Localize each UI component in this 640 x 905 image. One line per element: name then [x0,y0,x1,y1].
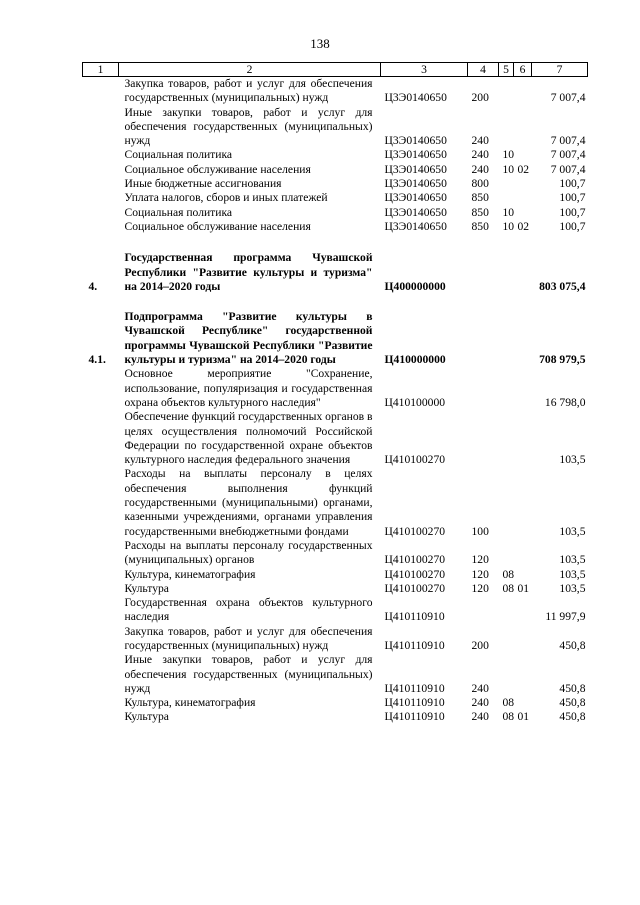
row-number [83,582,119,596]
row-subsection [514,367,532,410]
page-number: 138 [310,36,330,51]
row-subsection: 02 [517,162,530,176]
row-expense-type [468,410,499,467]
row-name: Культура, кинематография [124,567,256,581]
row-number [83,467,119,538]
row-spacer [83,234,588,251]
row-number [83,106,119,149]
row-sum: 450,8 [559,681,586,695]
header-cell: 2 [119,63,381,77]
row-number [83,177,119,191]
row-number [83,206,119,220]
program-row [83,251,588,294]
row-section [499,251,514,294]
row-expense-type: 120 [471,567,489,581]
row-code: Ц410000000 [384,353,446,367]
row-expense-type: 850 [471,191,489,205]
row-expense-type [468,251,499,294]
row-number [83,653,119,696]
header-cell: 3 [381,63,468,77]
row-sum: 7 007,4 [550,91,586,105]
row-subsection [514,191,532,205]
row-name: Социальная политика [124,148,233,162]
table-row [83,191,588,205]
row-section [499,653,514,696]
row-sum: 103,5 [559,453,586,467]
table-row [83,539,588,568]
row-expense-type: 800 [471,177,489,191]
budget-table [82,62,588,725]
header-cell: 4 [468,63,499,77]
row-subsection [514,310,532,367]
row-code: Ц410100270 [384,553,446,567]
header-cell: 7 [532,63,588,77]
row-subsection [514,148,532,162]
row-code: Ц410100270 [384,524,446,538]
row-subsection [514,539,532,568]
row-number [83,77,119,106]
row-code: Ц3Э0140650 [384,191,447,205]
row-name: Иные бюджетные ассигнования [124,177,282,191]
row-name: Закупка товаров, работ и услуг для обеспечения государственных (муниципальных) нужд [124,624,373,652]
row-code: Ц3Э0140650 [384,205,447,219]
row-number [83,367,119,410]
row-sum: 100,7 [559,177,586,191]
row-subsection [514,568,532,582]
row-subsection [514,77,532,106]
row-name: Расходы на выплаты персоналу государственных (муниципальных) органов [124,538,373,567]
row-section [499,596,514,625]
row-code: Ц410100000 [384,395,446,409]
row-section [499,106,514,149]
table-row [83,177,588,191]
row-code: Ц410110910 [384,638,445,652]
row-section: 08 [502,696,515,710]
row-code: Ц410100270 [384,567,446,581]
row-code: Ц410100270 [384,453,446,467]
table-row [83,410,588,467]
row-sum: 7 007,4 [550,134,586,148]
row-expense-type: 240 [471,134,489,148]
row-code: Ц3Э0140650 [384,177,447,191]
row-sum: 103,5 [559,581,586,595]
row-subsection: 02 [517,219,530,233]
table-row [83,568,588,582]
table-header-row [83,63,588,77]
table-row [83,206,588,220]
table-row [83,710,588,724]
row-section [499,191,514,205]
row-section: 10 [502,162,515,176]
row-sum: 100,7 [559,219,586,233]
table-row [83,625,588,654]
row-subsection [514,177,532,191]
row-sum: 16 798,0 [544,395,586,409]
row-section [499,410,514,467]
row-name: Социальная политика [124,205,233,219]
row-name: Обеспечение функций государственных органов в целях осуществления полномочий Российской Федерации по государственной охране объектов культурного наследия федерального значения [124,410,373,467]
row-section: 10 [502,219,515,233]
row-sum: 100,7 [559,191,586,205]
row-expense-type: 850 [471,205,489,219]
row-sum: 450,8 [559,696,586,710]
row-section: 10 [502,148,515,162]
row-section [499,177,514,191]
header-cell: 1 [83,63,119,77]
row-code: Ц3Э0140650 [384,219,447,233]
table-row [83,653,588,696]
row-subsection: 01 [517,710,530,724]
row-sum: 803 075,4 [539,279,586,293]
row-name: Социальное обслуживание населения [124,162,311,176]
row-expense-type: 240 [471,681,489,695]
row-sum: 11 997,9 [545,610,586,624]
row-expense-type: 850 [471,219,489,233]
header-cell: 5 [499,63,514,77]
row-section: 10 [502,205,515,219]
row-code: Ц3Э0140650 [384,148,447,162]
table-row [83,467,588,538]
row-number [83,163,119,177]
row-name: Расходы на выплаты персоналу в целях обеспечения выполнения функций государственными (муниципальными) органами, казенными учреждениями, органами управления государственными внебюджетными фондами [124,467,373,538]
row-sum: 100,7 [559,205,586,219]
row-section [499,467,514,538]
row-name: Социальное обслуживание населения [124,219,311,233]
table-row [83,148,588,162]
row-sum: 7 007,4 [550,162,586,176]
row-sum: 7 007,4 [550,148,586,162]
row-subsection [514,653,532,696]
row-name: Подпрограмма "Развитие культуры в Чувашской Республике" государственной программы Чувашской Республики "Развитие культуры и туризма" на 2014–2020 годы [124,310,373,367]
row-code: Ц410110910 [384,696,445,710]
row-expense-type: 200 [471,91,489,105]
row-number: 4.1. [88,353,106,367]
row-code: Ц400000000 [384,279,446,293]
row-section [499,77,514,106]
row-name: Закупка товаров, работ и услуг для обеспечения государственных (муниципальных) нужд [124,77,373,105]
row-sum: 103,5 [559,567,586,581]
row-number [83,148,119,162]
row-name: Иные закупки товаров, работ и услуг для обеспечения государственных (муниципальных) нужд [124,105,373,148]
table-row [83,163,588,177]
row-name: Государственная охрана объектов культурного наследия [124,596,373,624]
row-subsection [514,251,532,294]
row-number [83,696,119,710]
row-section: 08 [502,567,515,581]
row-subsection [514,596,532,625]
row-name: Иные закупки товаров, работ и услуг для обеспечения государственных (муниципальных) нужд [124,653,373,695]
row-name: Основное мероприятие "Сохранение, использование, популяризация и государственная охрана объектов культурного наследия" [124,367,373,409]
row-name: Культура [124,710,169,724]
row-number [83,625,119,654]
table-row [83,696,588,710]
row-section [499,367,514,410]
row-expense-type: 200 [471,638,489,652]
row-name: Уплата налогов, сборов и иных платежей [124,191,328,205]
table-row [83,367,588,410]
row-section [499,539,514,568]
row-number [83,220,119,234]
row-expense-type: 120 [471,581,489,595]
row-section: 08 [502,710,515,724]
row-number: 4. [88,279,98,293]
table-row [83,106,588,149]
table-row [83,220,588,234]
row-number [83,710,119,724]
row-spacer [83,294,588,310]
row-code: Ц410110910 [384,610,445,624]
row-subsection [514,410,532,467]
row-section: 08 [502,581,515,595]
row-number [83,410,119,467]
row-sum: 450,8 [559,638,586,652]
row-expense-type: 240 [471,148,489,162]
row-expense-type: 120 [471,553,489,567]
row-expense-type [468,367,499,410]
row-sum: 103,5 [559,524,586,538]
table-row [83,596,588,625]
row-number [83,191,119,205]
table-row [83,582,588,596]
table-row [83,77,588,106]
row-number [83,539,119,568]
row-expense-type [468,310,499,367]
row-sum: 708 979,5 [539,353,586,367]
row-number [83,596,119,625]
row-section [499,310,514,367]
row-sum: 103,5 [559,553,586,567]
row-subsection [514,625,532,654]
subprogram-row [83,310,588,367]
row-code: Ц3Э0140650 [384,91,447,105]
row-code: Ц3Э0140650 [384,134,447,148]
row-subsection: 01 [517,581,530,595]
row-name: Государственная программа Чувашской Республики "Развитие культуры и туризма" на 2014–2020 годы [124,251,373,293]
row-number [83,568,119,582]
row-expense-type [468,596,499,625]
row-code: Ц410100270 [384,581,446,595]
row-subsection [514,206,532,220]
row-sum: 450,8 [559,710,586,724]
header-cell: 6 [514,63,532,77]
row-expense-type: 240 [471,696,489,710]
row-expense-type: 240 [471,710,489,724]
row-code: Ц3Э0140650 [384,162,447,176]
row-name: Культура [124,581,169,595]
row-subsection [514,467,532,538]
row-code: Ц410110910 [384,681,445,695]
row-subsection [514,106,532,149]
row-subsection [514,696,532,710]
row-code: Ц410110910 [384,710,445,724]
row-expense-type: 100 [471,524,489,538]
row-section [499,625,514,654]
row-expense-type: 240 [471,162,489,176]
row-name: Культура, кинематография [124,696,256,710]
